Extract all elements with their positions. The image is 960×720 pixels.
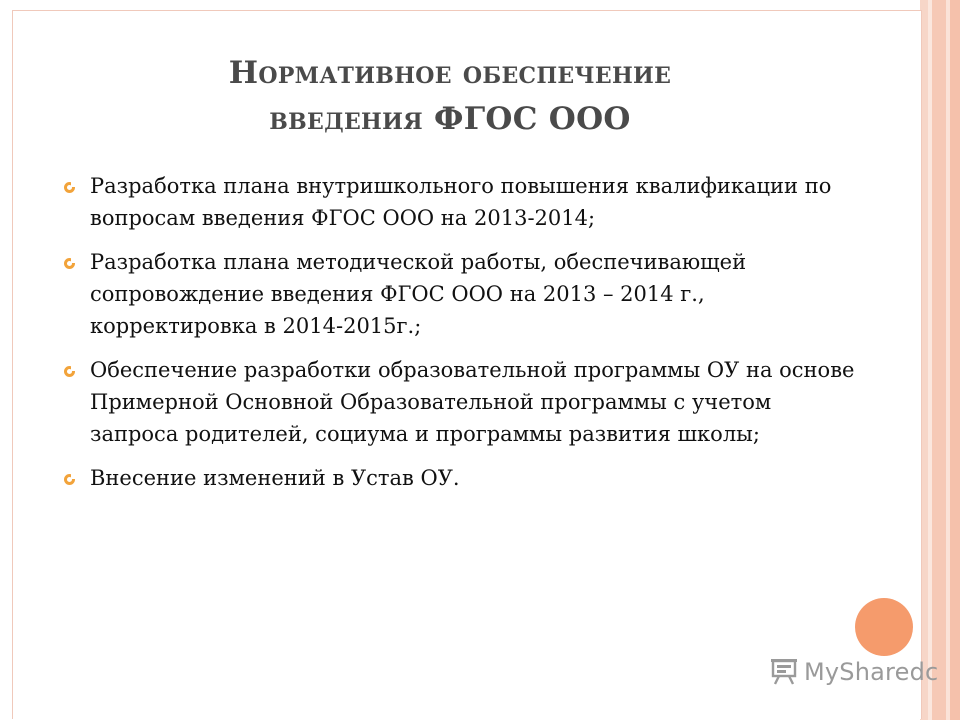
presentation-board-icon — [770, 659, 800, 685]
ring-bullet-icon — [64, 474, 75, 485]
ring-bullet-icon — [64, 366, 75, 377]
watermark-text: MySharedc — [804, 658, 939, 686]
bullet-text: Обеспечение разработки образовательной программы ОУ на основе Примерной Основной Образовательной программы с учетом запроса родителей, социума и программы развития школы; — [90, 358, 855, 446]
watermark — [770, 652, 938, 692]
bullet-text: Разработка плана внутришкольного повышения квалификации по вопросам введения ФГОС ООО на 2013-2014; — [90, 174, 832, 230]
bullet-item — [60, 354, 860, 450]
ring-bullet-icon — [64, 182, 75, 193]
bullet-text: Разработка плана методической работы, обеспечивающей сопровождение введения ФГОС ООО на 2013 – 2014 г., корректировка в 2014-2015г.; — [90, 250, 747, 338]
bullet-text: Внесение изменений в Устав ОУ. — [90, 466, 460, 490]
bullet-item — [60, 246, 860, 342]
slide-title-line-2: введения ФГОС ООО — [269, 101, 631, 137]
slide-title-line-1: Нормативное обеспечение — [228, 55, 672, 91]
slide-title — [60, 50, 840, 142]
bullet-item — [60, 462, 860, 494]
decorative-circle — [855, 598, 913, 656]
decorative-stripe — [950, 0, 960, 720]
bullet-item — [60, 170, 860, 234]
decorative-stripe — [932, 0, 946, 720]
bullet-list — [60, 170, 860, 506]
ring-bullet-icon — [64, 258, 75, 269]
